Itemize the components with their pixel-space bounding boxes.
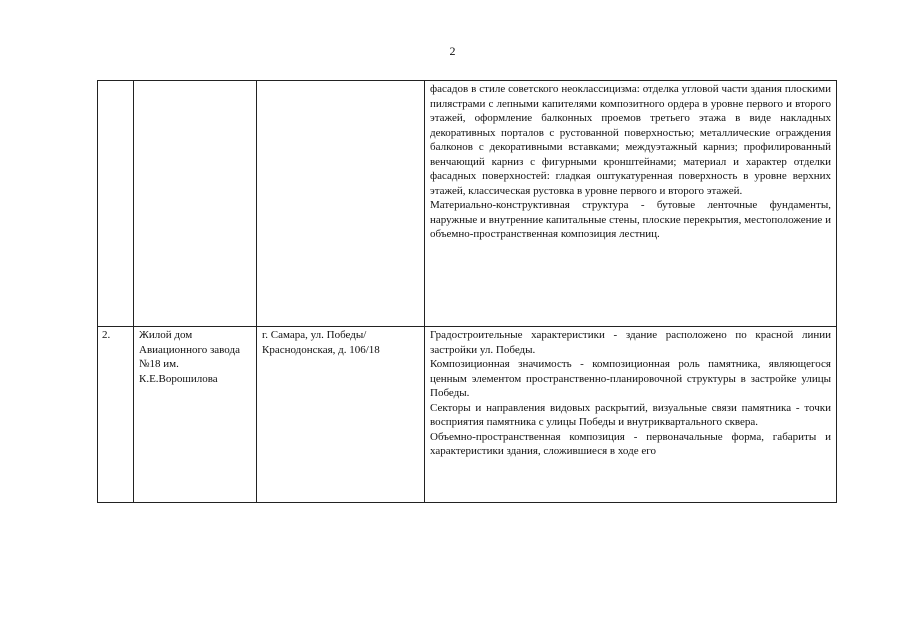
object-address: г. Самара, ул. Победы/Краснодонская, д. 106/18 bbox=[262, 329, 380, 356]
description-paragraph: Композиционная значимость - композиционная роль памятника, являющегося ценным элементом пространственно-планировочной структуры в застройке улицы Победы. bbox=[430, 358, 831, 399]
object-name: Жилой дом Авиационного завода №18 им. К.Е.Ворошилова bbox=[139, 329, 240, 385]
description-paragraph: Градостроительные характеристики - здание расположено по красной линии застройки ул. Победы. bbox=[430, 329, 831, 356]
object-name-cell bbox=[134, 327, 257, 503]
description-cell bbox=[425, 81, 837, 327]
description-paragraph: Материально-конструктивная структура - бутовые ленточные фундаменты, наружные и внутренние капитальные стены, плоские перекрытия, местоположение и объемно-пространственная композиция лестниц. bbox=[430, 199, 831, 240]
description-paragraph: Объемно-пространственная композиция - первоначальные форма, габариты и характеристики здания, сложившиеся в ходе его bbox=[430, 430, 831, 457]
table-row bbox=[98, 81, 837, 327]
address-cell bbox=[257, 327, 425, 503]
description-paragraph: Секторы и направления видовых раскрытий, визуальные связи памятника - точки восприятия памятника с улицы Победы и внутриквартального сквера. bbox=[430, 401, 831, 428]
description-paragraph: фасадов в стиле советского неоклассицизма: отделка угловой части здания плоскими пилястрами с лепными капителями композитного ордера в уровне первого и второго этажей, оформление балконных проемов третьего этажа в виде накладных декоративных порталов с рустованной поверхностью; металлические ограждения балконов с декоративными вставками; междуэтажный карниз; профилированный венчающий карниз с фигурными кронштейнами; материал и характер отделки фасадных поверхностей: гладкая оштукатуренная поверхность в уровне верхних этажей, классическая рустовка в уровне первого и второго этажей. bbox=[430, 83, 831, 197]
table-row bbox=[98, 327, 837, 503]
monument-table bbox=[97, 80, 837, 503]
row-number: 2. bbox=[102, 329, 111, 341]
description-cell bbox=[425, 327, 837, 503]
row-number-cell bbox=[98, 81, 134, 327]
page-number: 2 bbox=[449, 44, 456, 58]
object-name-cell bbox=[134, 81, 257, 327]
row-number-cell bbox=[98, 327, 134, 503]
address-cell bbox=[257, 81, 425, 327]
